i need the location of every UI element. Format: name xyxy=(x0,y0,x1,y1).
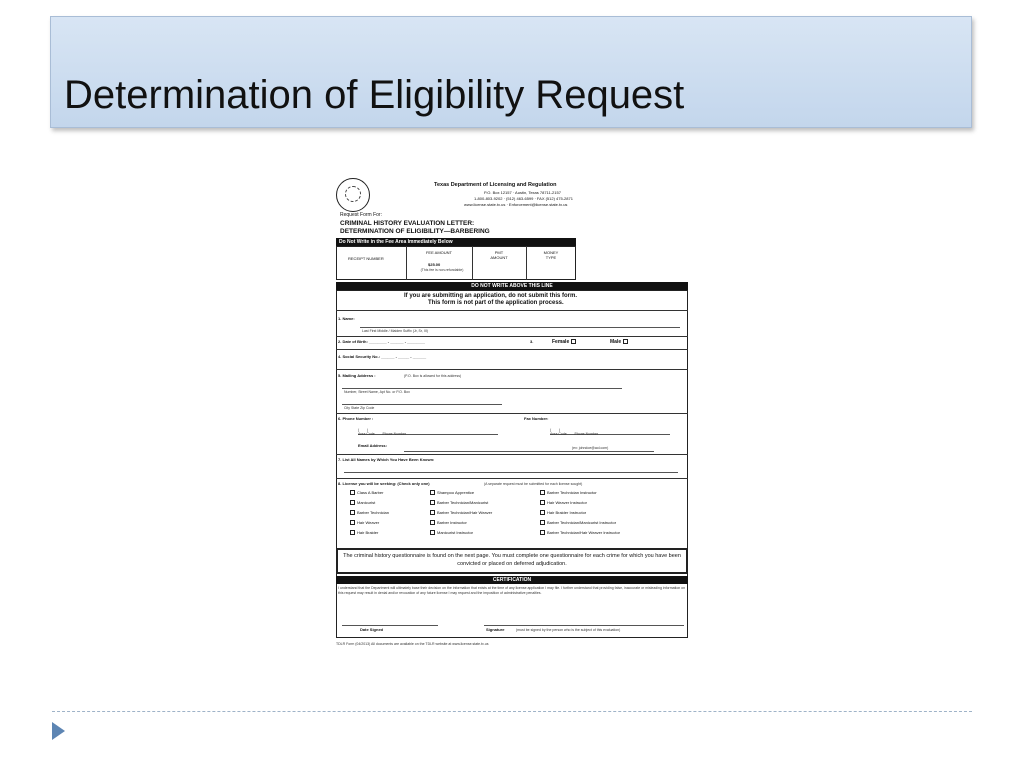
fee-bar: Do Not Write in the Fee Area Immediately Below xyxy=(336,238,576,246)
name-label: 1. Name: xyxy=(338,316,355,321)
license-option-hair-weaver[interactable]: Hair Weaver xyxy=(350,520,379,525)
fee-value: $25.00 xyxy=(428,262,441,267)
license-option-hair-weaver-instructor[interactable]: Hair Weaver Instructor xyxy=(540,500,587,505)
dob-label: 2. Date of Birth: ________ - ______ - ________ xyxy=(338,339,425,344)
certification-text: I understand that the Department will ultimately base their decision on the information that exists at the time of any license application I may file. I further understand that providing false, inaccurate or misleading information on this request may result in denial and/or revocation of any future license I may request and the imposition of administrative penalties. xyxy=(338,586,686,595)
license-option-barber-technician[interactable]: Barber Technician xyxy=(350,510,389,515)
license-option-class-a-barber[interactable]: Class A Barber xyxy=(350,490,383,495)
name-sub: Last First Middle / Maiden Suffix (Jr, Sr, III) xyxy=(362,329,428,333)
request-label: Request Form For: xyxy=(340,212,382,218)
sex-number: 3. xyxy=(530,339,534,344)
date-signed-label: Date Signed xyxy=(360,627,384,632)
texas-seal-icon xyxy=(336,178,370,212)
mailing-sub: Number, Street Name, Apt No. or P.O. Box xyxy=(344,390,410,394)
license-option-barber-tech-manicurist-instructor[interactable]: Barber Technician/Manicurist Instructor xyxy=(540,520,616,525)
mailing-label: 5. Mailing Address : xyxy=(338,373,376,378)
phone-sub: ( ) Area Code Phone Number xyxy=(358,428,407,436)
notice-2: This form is not part of the application process. xyxy=(428,300,564,306)
fee-col-fee: FEE AMOUNT xyxy=(425,250,452,255)
signature-note: (must be signed by the person who is the subject of this evaluation) xyxy=(516,628,621,632)
female-checkbox[interactable]: Female xyxy=(552,339,578,345)
license-option-shampoo-apprentice[interactable]: Shampoo Apprentice xyxy=(430,490,474,495)
license-option-hair-braider-instructor[interactable]: Hair Braider Instructor xyxy=(540,510,586,515)
signature-label: Signature xyxy=(486,627,505,632)
fax-label: Fax Number: xyxy=(524,416,549,421)
names-label: 7. List All Names by Which You Have Been Known: xyxy=(338,457,435,462)
license-label: 8. License you will be seeking: (Check only one) xyxy=(338,481,430,486)
email-sub: (ex: johndoe@aol.com) xyxy=(572,446,609,450)
agency-web: www.license.state.tx.us · Enforcement@license.state.tx.us xyxy=(464,202,568,207)
footer-divider xyxy=(52,711,972,712)
agency-address: P.O. Box 12157 · Austin, Texas 78711-2157 xyxy=(484,190,561,195)
fee-col-pmt: PMT AMOUNT xyxy=(490,250,508,260)
license-option-manicurist-instructor[interactable]: Manicurist Instructor xyxy=(430,530,473,535)
form-footer: TDLR Form (04/2013) All documents are available on the TDLR website at www.license.state.tx.us xyxy=(336,642,489,646)
form-heading-1: CRIMINAL HISTORY EVALUATION LETTER: xyxy=(340,220,475,227)
agency-name: Texas Department of Licensing and Regulation xyxy=(434,182,557,188)
city-sub: City State Zip Code xyxy=(344,406,375,410)
license-option-barber-instructor[interactable]: Barber Instructor xyxy=(430,520,467,525)
questionnaire-text: The criminal history questionnaire is found on the next page. You must complete one questionnaire for each crime for which you have been convicted or placed on deferred adjudication. xyxy=(343,553,681,567)
scanned-form xyxy=(334,176,690,652)
email-label: Email Address: xyxy=(358,443,387,448)
license-option-barber-tech-instructor[interactable]: Barber Technician Instructor xyxy=(540,490,597,495)
male-checkbox[interactable]: Male xyxy=(610,339,630,345)
license-option-barber-tech-hair-weaver-instructor[interactable]: Barber Technician/Hair Weaver Instructor xyxy=(540,530,620,535)
notice-1: If you are submitting an application, do not submit this form. xyxy=(404,293,578,299)
mailing-note: (P.O. Box is allowed for this address) xyxy=(404,374,462,378)
fee-col-money: MONEY TYPE xyxy=(543,250,559,260)
above-line-bar: DO NOT WRITE ABOVE THIS LINE xyxy=(336,282,688,290)
phone-label: 6. Phone Number : xyxy=(338,416,374,421)
slide-title: Determination of Eligibility Request xyxy=(64,73,685,117)
form-heading-2: DETERMINATION OF ELIGIBILITY—BARBERING xyxy=(340,228,490,235)
certification-bar: CERTIFICATION xyxy=(336,576,688,584)
license-option-barber-tech-manicurist[interactable]: Barber Technician/Manicurist xyxy=(430,500,488,505)
agency-phones: 1-800-803-9202 · (512) 463-6599 · FAX (512) 475-2871 xyxy=(474,196,573,201)
license-option-manicurist[interactable]: Manicurist xyxy=(350,500,375,505)
license-option-hair-braider[interactable]: Hair Braider xyxy=(350,530,378,535)
fee-note: (This fee is non-refundable) xyxy=(420,268,464,272)
fee-col-receipt: RECEIPT NUMBER xyxy=(348,256,384,261)
license-note: (A separate request must be submitted for each license sought) xyxy=(484,482,583,486)
triangle-bullet-icon xyxy=(52,722,65,740)
fax-sub: ( ) Area Code Phone Number xyxy=(550,428,599,436)
license-option-barber-tech-hair-weaver[interactable]: Barber Technician/Hair Weaver xyxy=(430,510,492,515)
ssn-label: 4. Social Security No.: ______ - _____ - ______ xyxy=(338,354,427,359)
title-banner xyxy=(50,16,972,128)
